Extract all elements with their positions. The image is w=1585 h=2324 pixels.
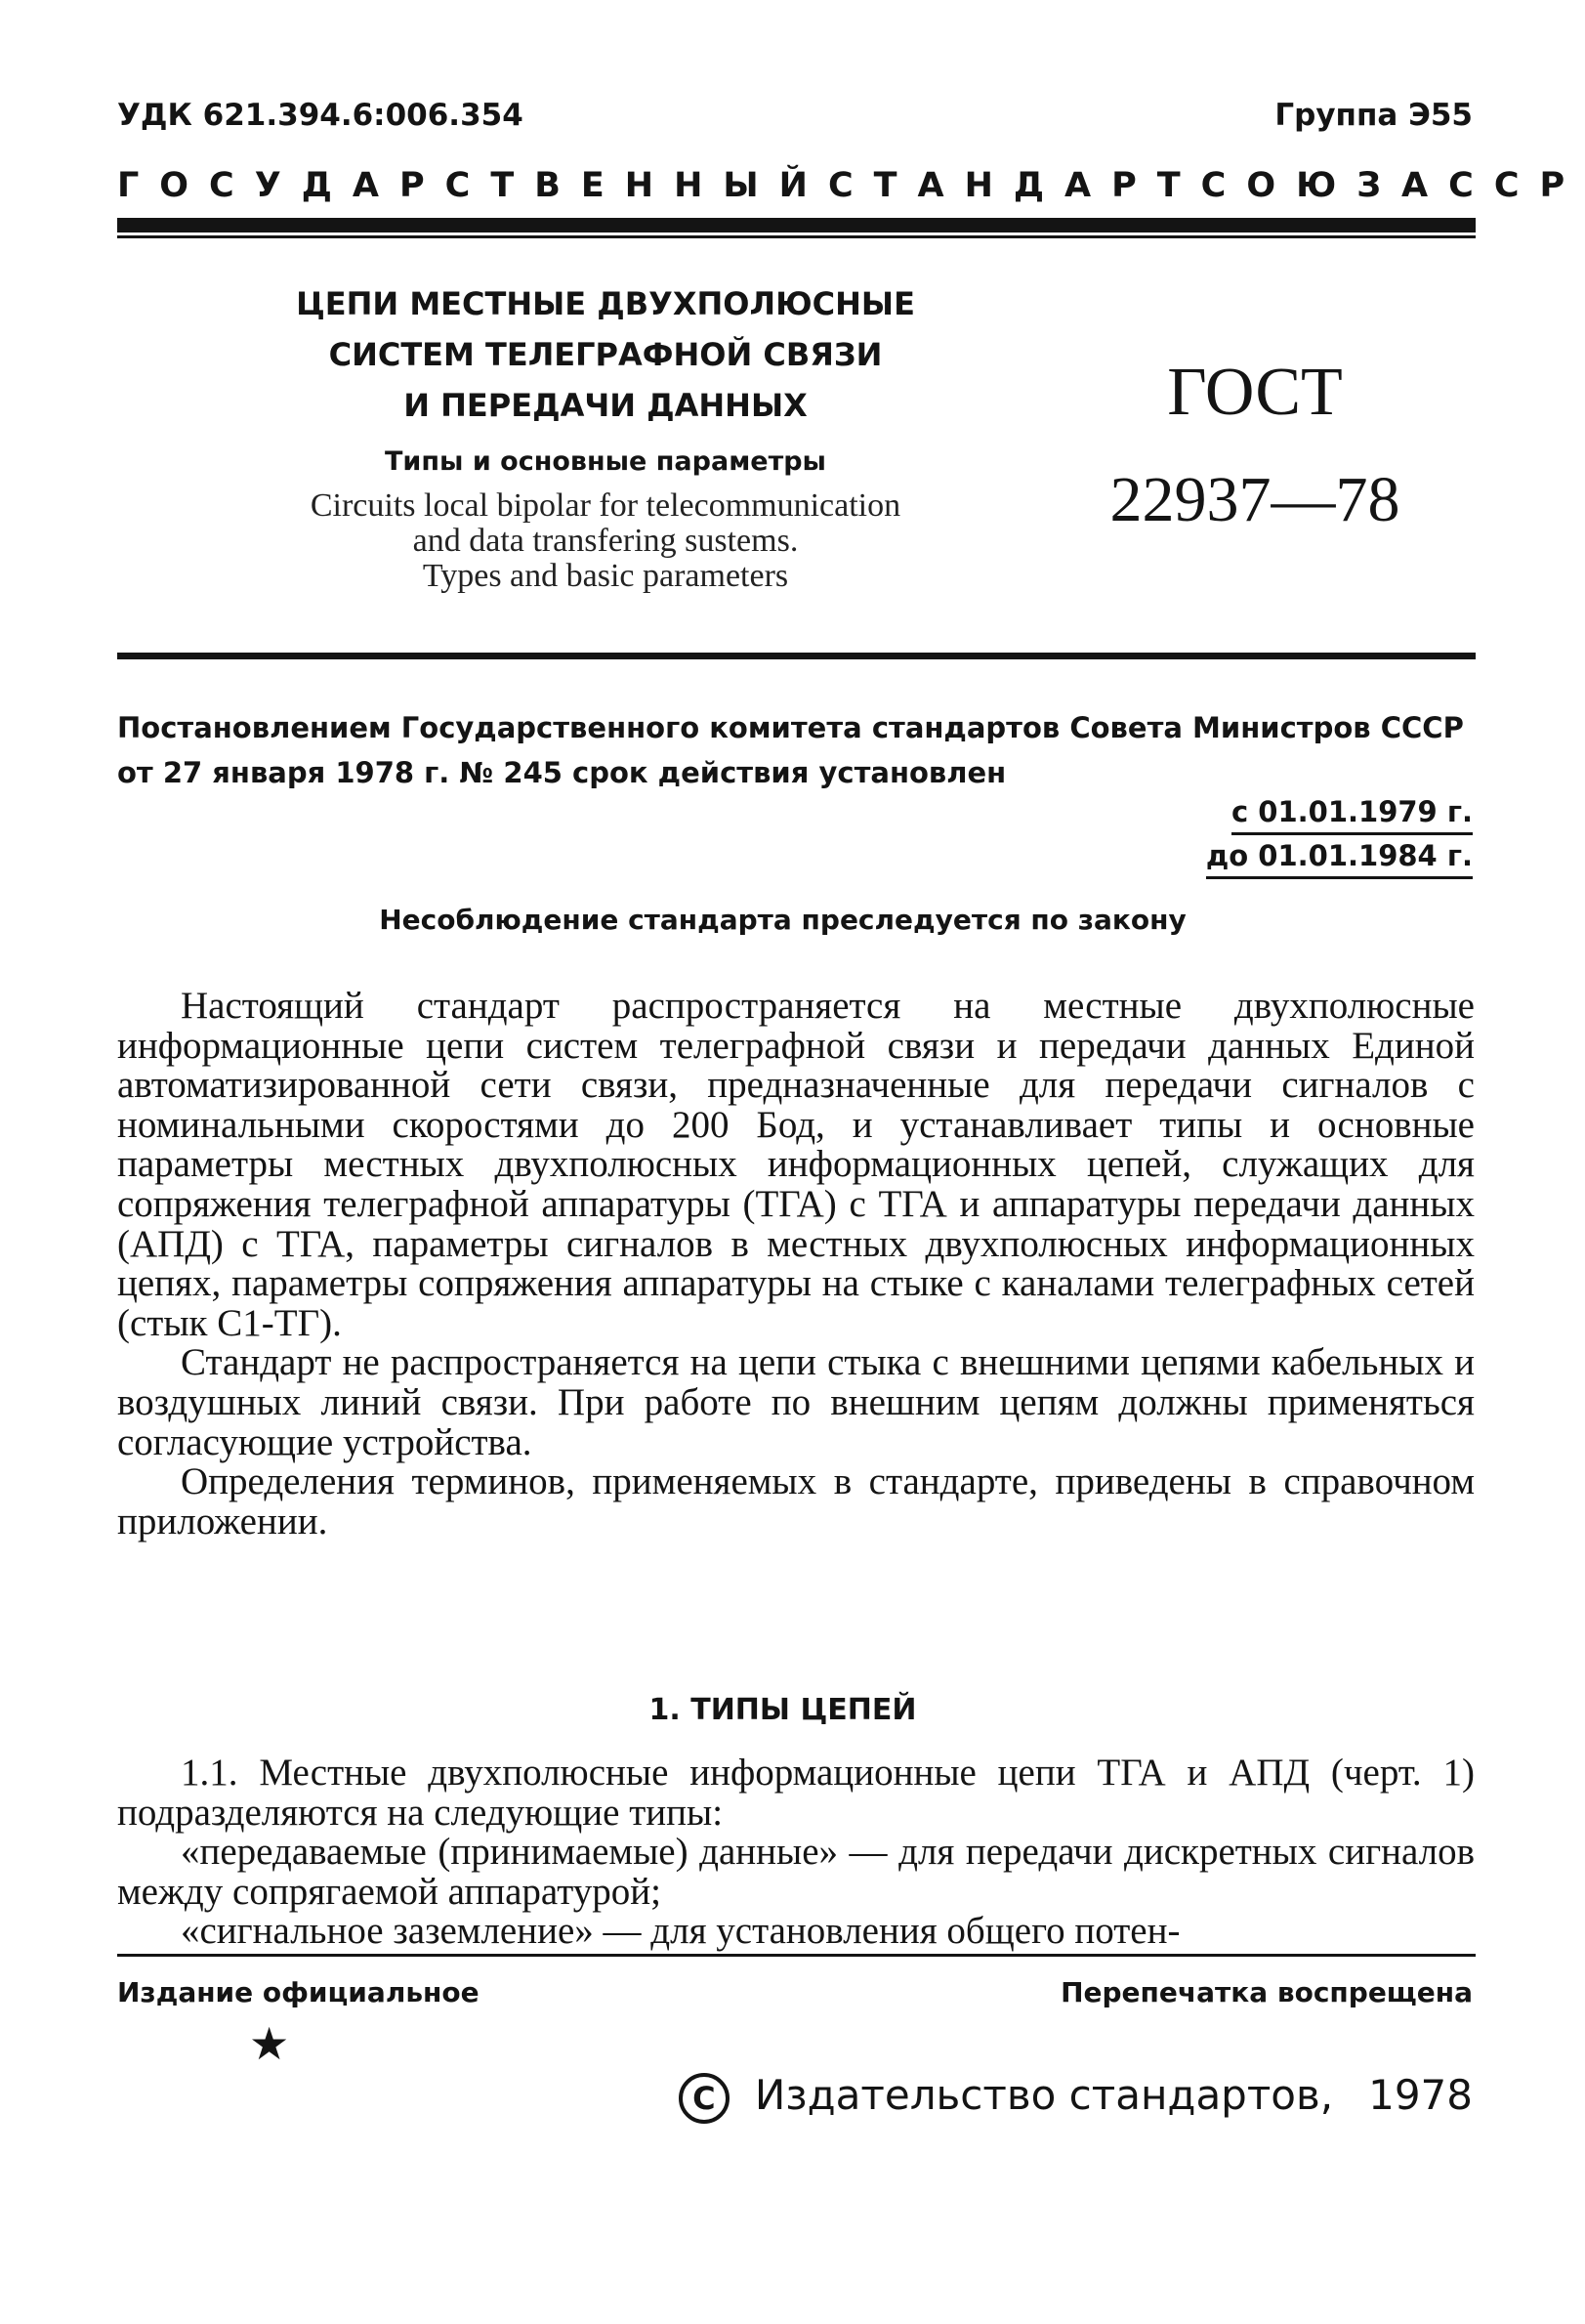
date-to: до 01.01.1984 г.	[1206, 835, 1473, 879]
english-title-line: Types and basic parameters	[422, 558, 789, 594]
publisher-line	[679, 2071, 1473, 2124]
title-line: ЦЕПИ МЕСТНЫЕ ДВУХПОЛЮСНЫЕ	[296, 285, 915, 322]
title-line: И ПЕРЕДАЧИ ДАННЫХ	[403, 387, 808, 424]
decree	[117, 705, 1476, 795]
document-title	[195, 278, 1016, 594]
title-line: СИСТЕМ ТЕЛЕГРАФНОЙ СВЯЗИ	[328, 336, 883, 373]
section-heading: 1. ТИПЫ ЦЕПЕЙ	[648, 1693, 917, 1727]
gost-label: ГОСТ	[1167, 355, 1343, 430]
section-rule	[117, 653, 1476, 659]
paragraph: Стандарт не распространяется на цепи стыка с внешними цепями кабельных и воздушных линий связи. При работе по внешним цепям должны применяться согласующие устройства.	[117, 1341, 1475, 1463]
state-standard-banner	[117, 166, 1585, 205]
gost-number: 22937—78	[1109, 464, 1400, 535]
subtitle: Типы и основные параметры	[385, 446, 826, 477]
paragraph: Настоящий стандарт распространяется на местные двухполюсные информационные цепи систем телеграфной связи и передачи данных Единой автоматизированной сети связи, предназначенные для передачи сигналов с номинальными скоростями до 200 Бод, и устанавливает типы и основные параметры местных двухполюсных информационных цепей, служащих для сопряжения телеграфной аппаратуры (ТГА) с ТГА и аппаратуры передачи данных (АПД) с ТГА, параметры сигналов в местных двухполюсных информационных цепях, параметры сопряжения аппаратуры на стыке с каналами телеграфных сетей (стык С1-ТГ).	[117, 985, 1475, 1344]
paragraph: Определения терминов, применяемых в стандарте, приведены в справочном приложении.	[117, 1460, 1475, 1542]
udk-code: УДК 621.394.6:006.354	[117, 98, 523, 133]
heavy-rule	[117, 218, 1476, 232]
footer-rule	[117, 1954, 1476, 1957]
star-icon: ★	[249, 2019, 290, 2069]
banner-word: СОЮЗА	[1200, 166, 1449, 205]
banner-word: ССР	[1448, 166, 1585, 205]
legal-warning: Несоблюдение стандарта преследуется по закону	[379, 904, 1187, 936]
thin-rule	[117, 235, 1476, 238]
publication-year: 1978	[1368, 2071, 1473, 2119]
paragraph: «сигнальное заземление» — для установления общего потен-	[181, 1910, 1181, 1953]
english-title-line: Circuits local bipolar for telecommunication	[310, 487, 901, 524]
paragraph: 1.1. Местные двухполюсные информационные цепи ТГА и АПД (черт. 1) подразделяются на следующие типы:	[117, 1752, 1475, 1834]
edition-note: Издание официальное	[117, 1976, 480, 2008]
publisher-name: Издательство стандартов,	[754, 2071, 1334, 2119]
group-code: Группа Э55	[1274, 98, 1473, 133]
gost-designation	[1084, 352, 1426, 539]
english-title	[195, 488, 1016, 594]
copyright-icon: C	[679, 2073, 730, 2124]
section-body	[117, 1754, 1475, 1952]
reprint-note: Перепечатка воспрещена	[1061, 1976, 1473, 2008]
validity-dates	[1206, 791, 1473, 879]
decree-line: Постановлением Государственного комитета стандартов Совета Министров СССР	[117, 711, 1464, 744]
introduction	[117, 987, 1475, 1542]
decree-line: от 27 января 1978 г. № 245 срок действия установлен	[117, 756, 1007, 789]
paragraph: «передаваемые (принимаемые) данные» — для передачи дискретных сигналов между сопрягаемой аппаратурой;	[117, 1831, 1475, 1913]
banner-word: СТАНДАРТ	[827, 166, 1201, 205]
banner-word: ГОСУДАРСТВЕННЫЙ	[117, 166, 828, 205]
date-from: с 01.01.1979 г.	[1231, 791, 1473, 835]
english-title-line: and data transfering sustems.	[412, 523, 799, 559]
